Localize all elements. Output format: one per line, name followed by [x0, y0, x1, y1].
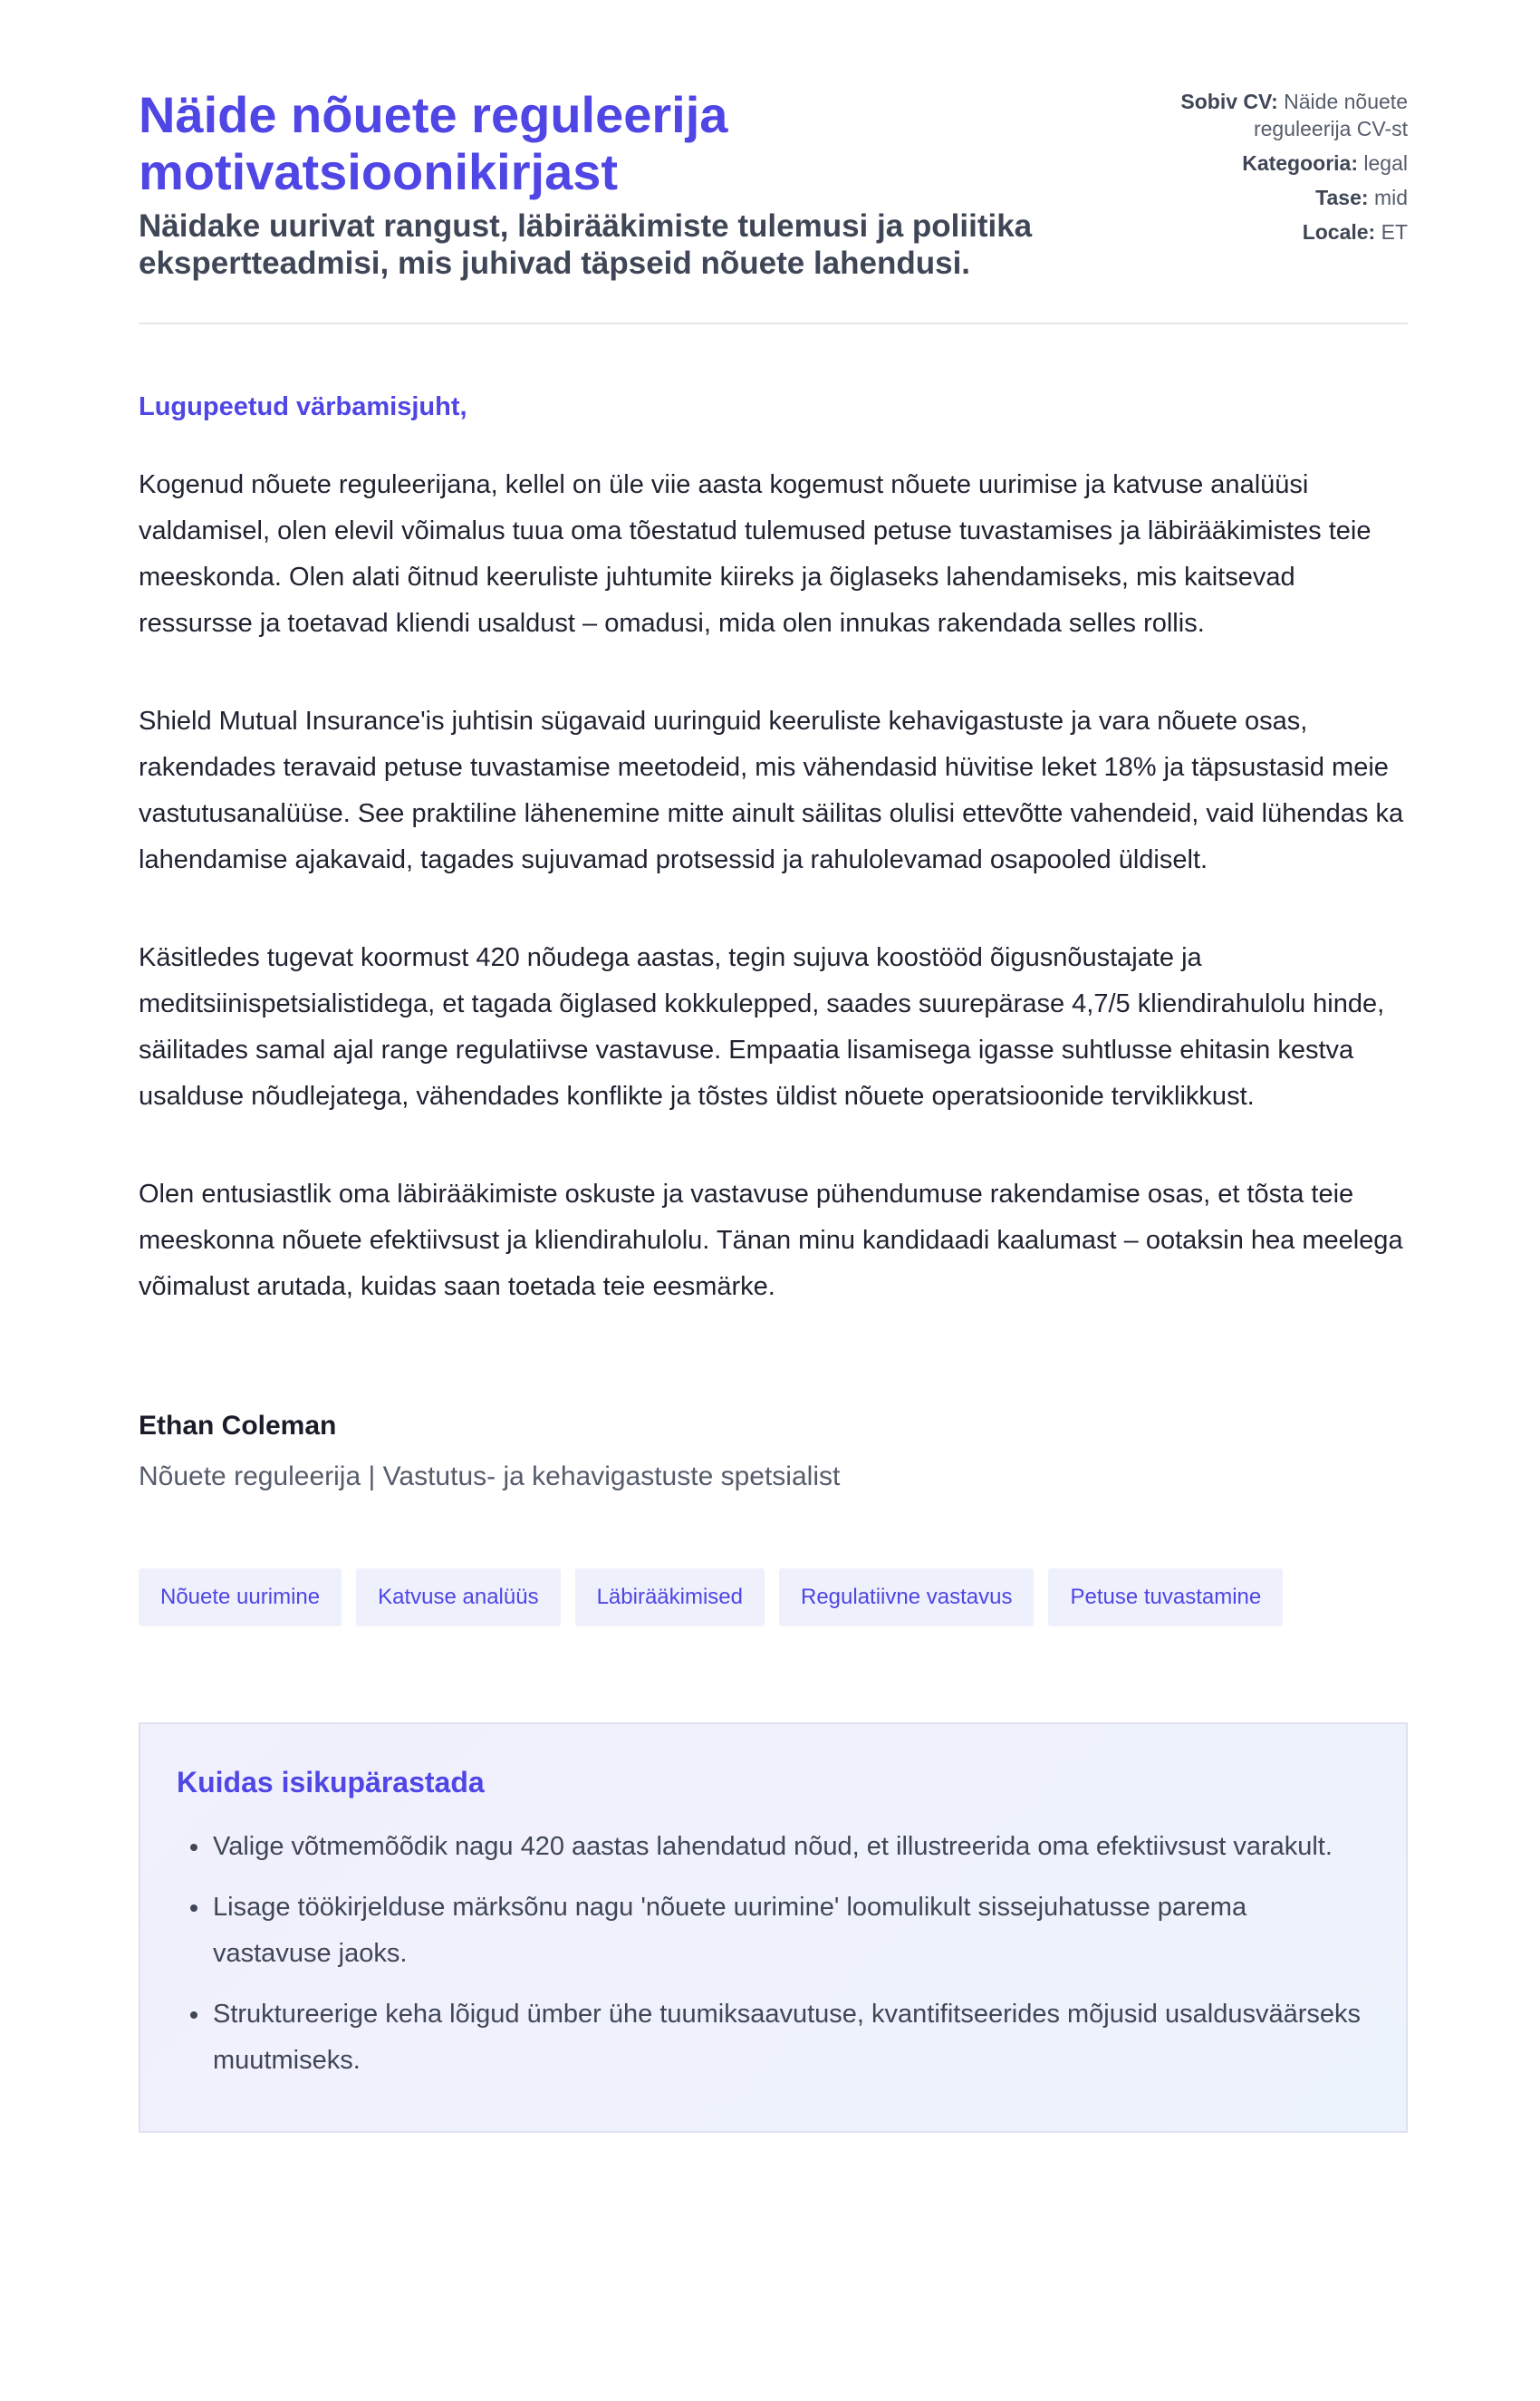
meta-cv-label: Sobiv CV:	[1180, 90, 1278, 113]
tips-title: Kuidas isikupärastada	[177, 1766, 485, 1798]
meta-cv-value: Näide nõuete reguleerija CV-st	[1253, 90, 1408, 140]
tip-item: • Valige võtmemõõdik nagu 420 aastas lahendatud nõud, et illustreerida oma efektiivsust varakult.	[211, 1824, 1370, 1870]
personalization-tips-box	[139, 1722, 1408, 2133]
tip-item: • Struktureerige keha lõigud ümber ühe tuumiksaavutuse, kvantifitseerides mõjusid usaldusväärseks muutmiseks.	[211, 1991, 1370, 2084]
skill-tags	[139, 1568, 1408, 1626]
meta-locale-value: ET	[1381, 220, 1408, 244]
letter-body	[139, 324, 1408, 1310]
tip-item: • Lisage töökirjelduse märksõnu nagu 'nõuete uurimine' loomulikult sissejuhatusse parema vastavuse jaoks.	[211, 1885, 1370, 1977]
skill-tag: Petuse tuvastamine	[1048, 1568, 1283, 1626]
signature-name: Ethan Coleman	[139, 1411, 337, 1441]
skill-tag: Regulatiivne vastavus	[779, 1568, 1034, 1626]
header-title-block	[139, 86, 1117, 282]
tips-list	[177, 1824, 1370, 2084]
meta-category-value: legal	[1363, 151, 1408, 175]
meta-category-label: Kategooria:	[1242, 151, 1358, 175]
letter-paragraph: Olen entusiastlik oma läbirääkimiste oskuste ja vastavuse pühendumuse rakendamise osas, et tõsta teie meeskonna nõuete efektiivsust ja kliendirahulolu. Tänan minu kandidaadi kaalumast – ootaksin hea meelega võimalust arutada, kuidas saan toetada teie eesmärke.	[139, 1180, 1403, 1301]
meta-level-value: mid	[1373, 186, 1408, 209]
page-subtitle: Näidake uurivat rangust, läbirääkimiste tulemusi ja poliitika ekspertteadmisi, mis juhivad täpseid nõuete lahendusi.	[139, 208, 1033, 281]
meta-level	[1163, 184, 1408, 211]
letter-paragraph: Shield Mutual Insurance'is juhtisin sügavaid uuringuid keeruliste kehavigastuste ja vara nõuete osas, rakendades teravaid petuse tuvastamise meetodeid, mis vähendasid hüvitise leket 18% ja täpsustasid meie vastutusanalüüse. See praktiline lähenemine mitte ainult säilitas olulisi ettevõtte vahendeid, vaid lühendas ka lahendamise ajakavaid, tagades sujuvamad protsessid ja rahulolevamad osapooled üldiselt.	[139, 707, 1404, 874]
meta-locale-label: Locale:	[1302, 220, 1376, 244]
meta-locale	[1163, 218, 1408, 246]
signature-role: Nõuete reguleerija | Vastutus- ja kehavigastuste spetsialist	[139, 1461, 841, 1491]
page-title: Näide nõuete reguleerija motivatsioonikirjast	[139, 86, 728, 200]
letter-paragraph: Kogenud nõuete reguleerijana, kellel on üle viie aasta kogemust nõuete uurimise ja katvuse analüüsi valdamisel, olen elevil võimalus tuua oma tõestatud tulemused petuse tuvastamises ja läbirääkimistes teie meeskonda. Olen alati õitnud keeruliste juhtumite kiireks ja õiglaseks lahendamiseks, mis kaitsevad ressursse ja toetavad kliendi usaldust – omadusi, mida olen innukas rakendada selles rollis.	[139, 470, 1372, 638]
skill-tag: Läbirääkimised	[575, 1568, 765, 1626]
skill-tag: Katvuse analüüs	[356, 1568, 560, 1626]
meta-level-label: Tase:	[1315, 186, 1369, 209]
meta-category	[1163, 149, 1408, 177]
signature-block	[139, 1409, 1408, 1494]
letter-greeting: Lugupeetud värbamisjuht,	[139, 392, 467, 421]
letter-paragraph: Käsitledes tugevat koormust 420 nõudega aastas, tegin sujuva koostööd õigusnõustajate ja meditsiinispetsialistidega, et tagada õiglased kokkulepped, saades suurepärase 4,7/5 kliendirahulolu hinde, säilitades samal ajal range regulatiivse vastavuse. Empaatia lisamisega igasse suhtlusse ehitasin kestva usalduse nõudlejatega, vähendades konflikte ja tõstes üldist nõuete operatsioonide terviklikkust.	[139, 943, 1385, 1111]
page-header	[139, 86, 1408, 324]
meta-panel	[1163, 88, 1408, 253]
skill-tag: Nõuete uurimine	[139, 1568, 342, 1626]
meta-cv	[1163, 88, 1408, 142]
